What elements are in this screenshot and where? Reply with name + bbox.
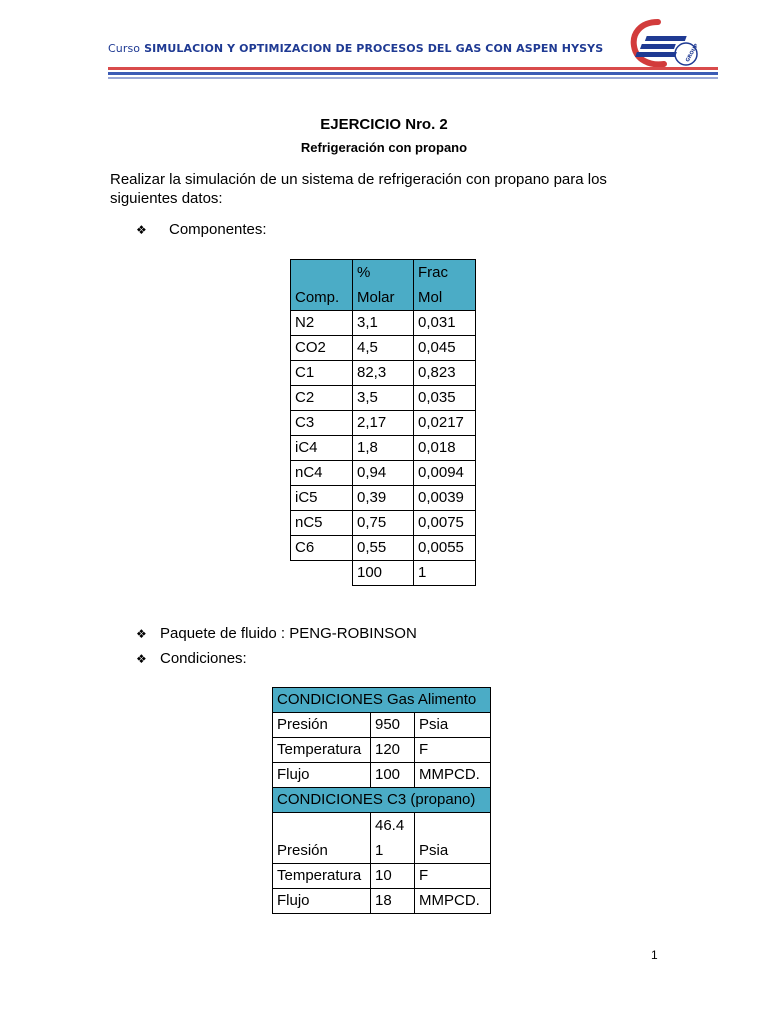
table-cell: nC5 xyxy=(291,511,353,536)
table-cell: 0,018 xyxy=(414,436,476,461)
table-cell: Presión xyxy=(273,713,371,738)
table-cell: 18 xyxy=(371,889,415,914)
page-number: 1 xyxy=(651,948,658,962)
bullet-fluid-package xyxy=(136,625,417,642)
feed-conditions-header: CONDICIONES Gas Alimento xyxy=(273,688,491,713)
table-cell: 1,8 xyxy=(353,436,414,461)
table-cell: 0,031 xyxy=(414,311,476,336)
table-cell: MMPCD. xyxy=(415,763,491,788)
header-rule-light xyxy=(108,77,718,79)
components-table xyxy=(290,259,476,586)
diamond-bullet-icon: ❖ xyxy=(136,651,147,666)
svg-text:GROUP: GROUP xyxy=(684,42,700,64)
table-cell: 0,045 xyxy=(414,336,476,361)
table-header-cell: Frac Mol xyxy=(414,260,476,311)
table-row xyxy=(291,361,476,386)
table-header-row xyxy=(291,260,476,311)
table-cell: N2 xyxy=(291,311,353,336)
table-cell: Flujo xyxy=(273,763,371,788)
table-cell: 0,823 xyxy=(414,361,476,386)
table-cell: F xyxy=(415,738,491,763)
exercise-title: EJERCICIO Nro. 2 xyxy=(320,116,448,133)
table-cell: C2 xyxy=(291,386,353,411)
table-row xyxy=(291,486,476,511)
propane-conditions-header: CONDICIONES C3 (propano) xyxy=(273,788,491,813)
table-row xyxy=(273,889,491,914)
table-row xyxy=(291,336,476,361)
table-header-cell: % Molar xyxy=(353,260,414,311)
table-row xyxy=(291,536,476,561)
table-header-row xyxy=(273,788,491,813)
table-row xyxy=(291,436,476,461)
table-cell: C6 xyxy=(291,536,353,561)
table-cell: 3,5 xyxy=(353,386,414,411)
table-cell: Presión xyxy=(273,813,371,864)
table-cell: 0,0075 xyxy=(414,511,476,536)
table-row xyxy=(291,311,476,336)
table-row xyxy=(291,461,476,486)
table-cell: CO2 xyxy=(291,336,353,361)
table-row xyxy=(273,763,491,788)
table-cell: C3 xyxy=(291,411,353,436)
diamond-bullet-icon: ❖ xyxy=(136,222,147,237)
table-cell: 100 xyxy=(371,763,415,788)
exercise-intro: Realizar la simulación de un sistema de refrigeración con propano para los siguientes datos: xyxy=(110,171,607,207)
table-cell: 950 xyxy=(371,713,415,738)
company-logo-icon xyxy=(628,16,700,72)
table-cell: 0,0055 xyxy=(414,536,476,561)
table-cell: 4,5 xyxy=(353,336,414,361)
table-cell: 3,1 xyxy=(353,311,414,336)
table-cell: Flujo xyxy=(273,889,371,914)
table-cell: 0,0039 xyxy=(414,486,476,511)
header-course-prefix: Curso xyxy=(108,42,141,55)
table-cell: iC4 xyxy=(291,436,353,461)
table-cell: 0,75 xyxy=(353,511,414,536)
table-header-row xyxy=(273,688,491,713)
table-cell: MMPCD. xyxy=(415,889,491,914)
table-cell: 2,17 xyxy=(353,411,414,436)
bullet-conditions-label: Condiciones: xyxy=(160,650,247,667)
bullet-fluid-package-label: Paquete de fluido : PENG-ROBINSON xyxy=(160,625,417,642)
table-cell: iC5 xyxy=(291,486,353,511)
table-cell: 10 xyxy=(371,864,415,889)
table-header-cell: Comp. xyxy=(291,260,353,311)
conditions-table xyxy=(272,687,491,914)
table-row xyxy=(273,713,491,738)
table-cell: 0,035 xyxy=(414,386,476,411)
table-cell: 120 xyxy=(371,738,415,763)
table-cell: F xyxy=(415,864,491,889)
table-cell: 0,0217 xyxy=(414,411,476,436)
table-cell: Psia xyxy=(415,813,491,864)
table-cell: 0,55 xyxy=(353,536,414,561)
table-cell: Psia xyxy=(415,713,491,738)
table-total-cell: 1 xyxy=(414,561,476,586)
table-row xyxy=(291,511,476,536)
table-cell: 0,94 xyxy=(353,461,414,486)
table-total-row xyxy=(291,561,476,586)
table-row xyxy=(291,411,476,436)
table-row xyxy=(273,864,491,889)
bullet-components xyxy=(136,221,267,238)
table-cell: Temperatura xyxy=(273,738,371,763)
table-total-cell: 100 xyxy=(353,561,414,586)
table-row xyxy=(273,738,491,763)
header-rule-red xyxy=(108,67,718,70)
header-course-name: SIMULACION Y OPTIMIZACION DE PROCESOS DEL GAS CON ASPEN HYSYS xyxy=(144,42,604,55)
table-cell: 0,39 xyxy=(353,486,414,511)
table-row xyxy=(273,813,491,864)
bullet-conditions xyxy=(136,650,247,667)
exercise-subtitle: Refrigeración con propano xyxy=(300,140,468,155)
table-cell: 46.4 1 xyxy=(371,813,415,864)
table-cell: nC4 xyxy=(291,461,353,486)
table-cell-empty xyxy=(291,561,353,586)
header-course-title xyxy=(108,42,603,55)
table-cell: Temperatura xyxy=(273,864,371,889)
table-cell: 0,0094 xyxy=(414,461,476,486)
header-rule-blue xyxy=(108,72,718,75)
table-cell: 82,3 xyxy=(353,361,414,386)
bullet-components-label: Componentes: xyxy=(169,221,267,238)
table-row xyxy=(291,386,476,411)
diamond-bullet-icon: ❖ xyxy=(136,626,147,641)
table-cell: C1 xyxy=(291,361,353,386)
